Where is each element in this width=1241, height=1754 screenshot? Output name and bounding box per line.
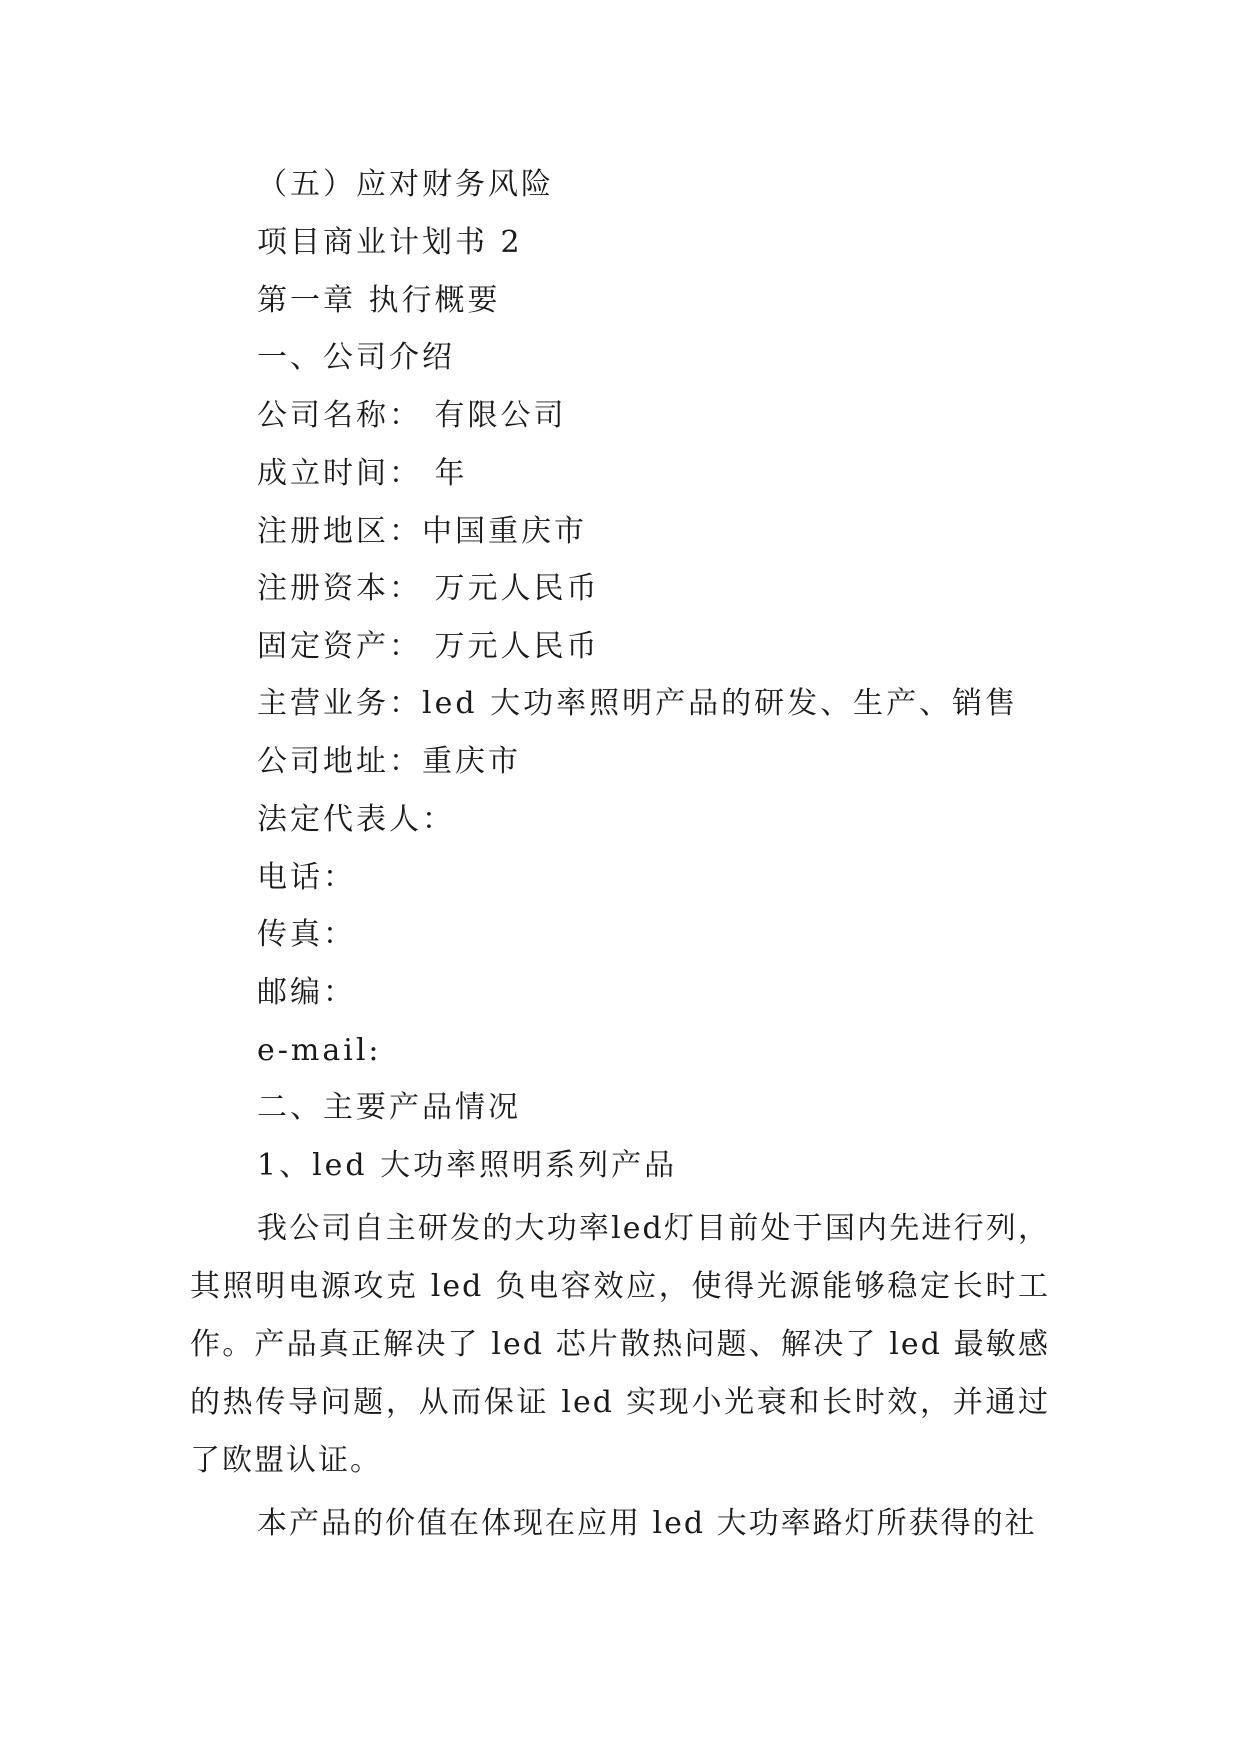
product-description-paragraph: 我公司自主研发的大功率led灯目前处于国内先进行列，其照明电源攻克 led 负电容效应，使得光源能够稳定长时工作。产品真正解决了 led 芯片散热问题、解决了 led 最敏感的热传导问题，从而保证 led 实现小光衰和长时效，并通过了欧盟认证。: [190, 1211, 1050, 1478]
chapter-heading: 第一章 执行概要: [257, 283, 501, 318]
main-business-line: 主营业务：led 大功率照明产品的研发、生产、销售: [257, 686, 1019, 721]
fixed-assets-line: 固定资产： 万元人民币: [257, 629, 600, 664]
legal-representative-line: 法定代表人：: [257, 802, 455, 837]
postcode-line: 邮编：: [257, 975, 356, 1010]
document-title: 项目商业计划书 2: [257, 225, 523, 260]
company-address-line: 公司地址：重庆市: [257, 744, 521, 779]
section-heading-company-intro: 一、公司介绍: [257, 340, 455, 375]
registered-capital-line: 注册资本： 万元人民币: [257, 571, 600, 606]
fax-line: 传真：: [257, 917, 356, 952]
section-heading-financial-risk: （五）应对财务风险: [257, 167, 554, 202]
phone-line: 电话：: [257, 860, 356, 895]
email-line: e-mail:: [257, 1033, 382, 1068]
section-heading-main-products: 二、主要产品情况: [257, 1090, 521, 1125]
product-heading-led: 1、led 大功率照明系列产品: [257, 1148, 678, 1183]
product-value-paragraph: 本产品的价值在体现在应用 led 大功率路灯所获得的社: [257, 1506, 1037, 1541]
founding-time-line: 成立时间： 年: [257, 456, 468, 491]
company-name-line: 公司名称： 有限公司: [257, 398, 567, 433]
registered-region-line: 注册地区：中国重庆市: [257, 514, 587, 549]
